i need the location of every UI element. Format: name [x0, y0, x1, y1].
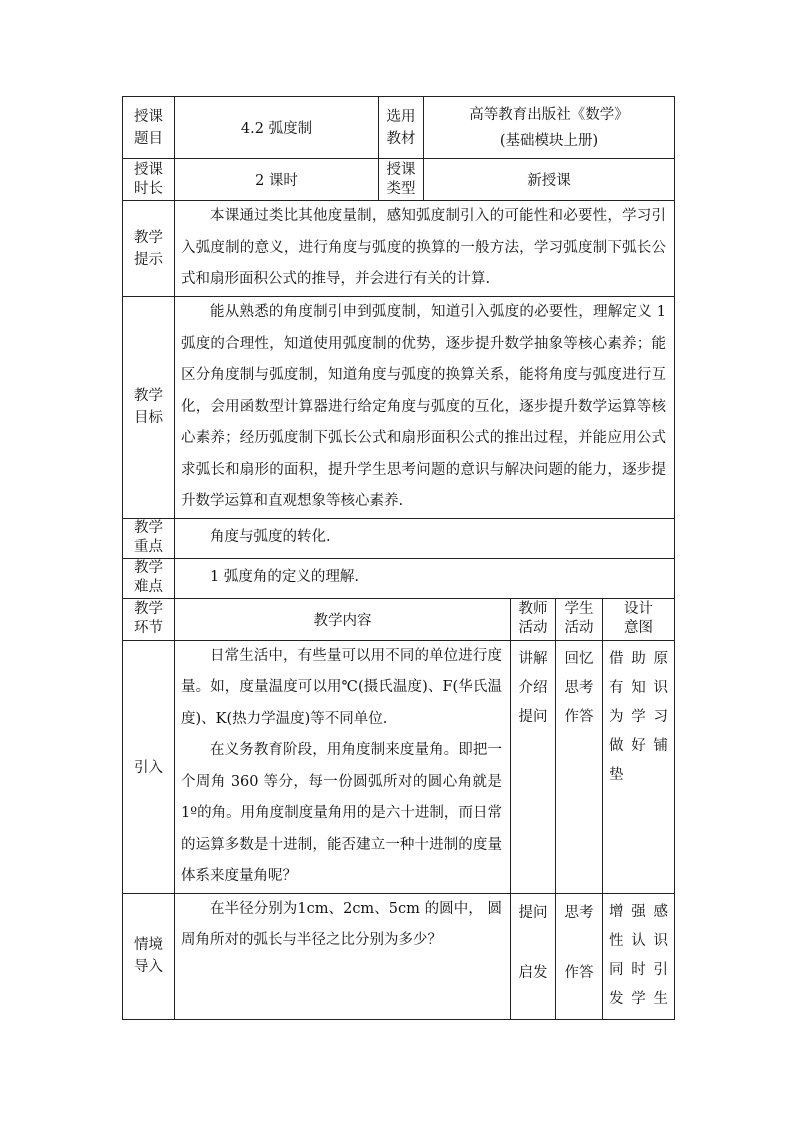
table-row	[123, 640, 675, 893]
design-intent-cell: 借助原 有知识 为学习 做好铺 垫	[603, 640, 675, 893]
duration-value: 2 课时	[175, 159, 379, 201]
tips-text: 本课通过类比其他度量制，感知弧度制引入的可能性和必要性，学习引入弧度制的意义，进行角度与弧度的换算的一般方法，学习弧度制下弧长公式和扇形面积公式的推导，并会进行有关的计算.	[175, 201, 675, 297]
row-process-header	[123, 598, 675, 640]
student-activity-cell: 回忆 思考 作答	[556, 640, 603, 893]
duration-label: 授课 时长	[123, 159, 175, 201]
content-cell	[175, 640, 511, 893]
content-cell	[175, 893, 511, 1019]
design-intent-header: 设计 意图	[603, 598, 675, 640]
row-topic	[123, 97, 675, 159]
content-header: 教学内容	[175, 598, 511, 640]
row-goals	[123, 297, 675, 519]
teacher-activity-cell: 提问 启发	[511, 893, 556, 1019]
teacher-activity-cell: 讲解 介绍 提问	[511, 640, 556, 893]
key-point-text: 角度与弧度的转化.	[175, 518, 675, 558]
student-activity-cell: 思考 作答	[556, 893, 603, 1019]
row-key-point	[123, 518, 675, 558]
table-row	[123, 893, 675, 1019]
stage-cell: 引入	[123, 640, 175, 893]
goals-text: 能从熟悉的角度制引申到弧度制，知道引入弧度的必要性，理解定义 1 弧度的合理性，知道使用弧度制的优势，逐步提升数学抽象等核心素养；能区分角度制与弧度制，知道角度与弧度的换算关系，能将角度与弧度进行互化，会用函数型计算器进行给定角度与弧度的互化，逐步提升数学运算等核心素养；经历弧度制下弧长公式和扇形面积公式的推出过程，并能应用公式求弧长和扇形的面积，提升学生思考问题的意识与解决问题的能力，逐步提升数学运算和直观想象等核心素养.	[175, 297, 675, 519]
textbook-value: 高等教育出版社《数学》 (基础模块上册)	[424, 97, 675, 159]
difficulty-label: 教学 难点	[123, 558, 175, 598]
type-value: 新授课	[424, 159, 675, 201]
lesson-plan-table	[122, 96, 675, 1020]
topic-label: 授课 题目	[123, 97, 175, 159]
stage-cell: 情境 导入	[123, 893, 175, 1019]
row-duration	[123, 159, 675, 201]
teacher-activity-header: 教师 活动	[511, 598, 556, 640]
type-label: 授课 类型	[379, 159, 424, 201]
difficulty-text: 1 弧度角的定义的理解.	[175, 558, 675, 598]
stage-header: 教学 环节	[123, 598, 175, 640]
content-paragraph: 日常生活中，有些量可以用不同的单位进行度量。如，度量温度可以用℃(摄氏温度)、F(华氏温度)、K(热力学温度)等不同单位.	[181, 647, 502, 727]
row-difficulty	[123, 558, 675, 598]
design-intent-cell: 增强感 性认识 同时引 发学生	[603, 893, 675, 1019]
textbook-label: 选用 教材	[379, 97, 424, 159]
key-point-label: 教学 重点	[123, 518, 175, 558]
content-paragraph: 在半径分别为1cm、2cm、5cm 的圆中， 圆周角所对的弧长与半径之比分别为多少？	[181, 900, 502, 948]
tips-label: 教学 提示	[123, 201, 175, 297]
topic-value: 4.2 弧度制	[175, 97, 379, 159]
content-paragraph: 在义务教育阶段，用角度制来度量角。即把一个周角 360 等分，每一份圆弧所对的圆心角就是 1º的角。用角度制度量角用的是六十进制，而日常的运算多数是十进制，能否建立一种十进制的度量体系来度量角呢？	[181, 742, 502, 884]
student-activity-header: 学生 活动	[556, 598, 603, 640]
goals-label: 教学 目标	[123, 297, 175, 519]
row-tips	[123, 201, 675, 297]
